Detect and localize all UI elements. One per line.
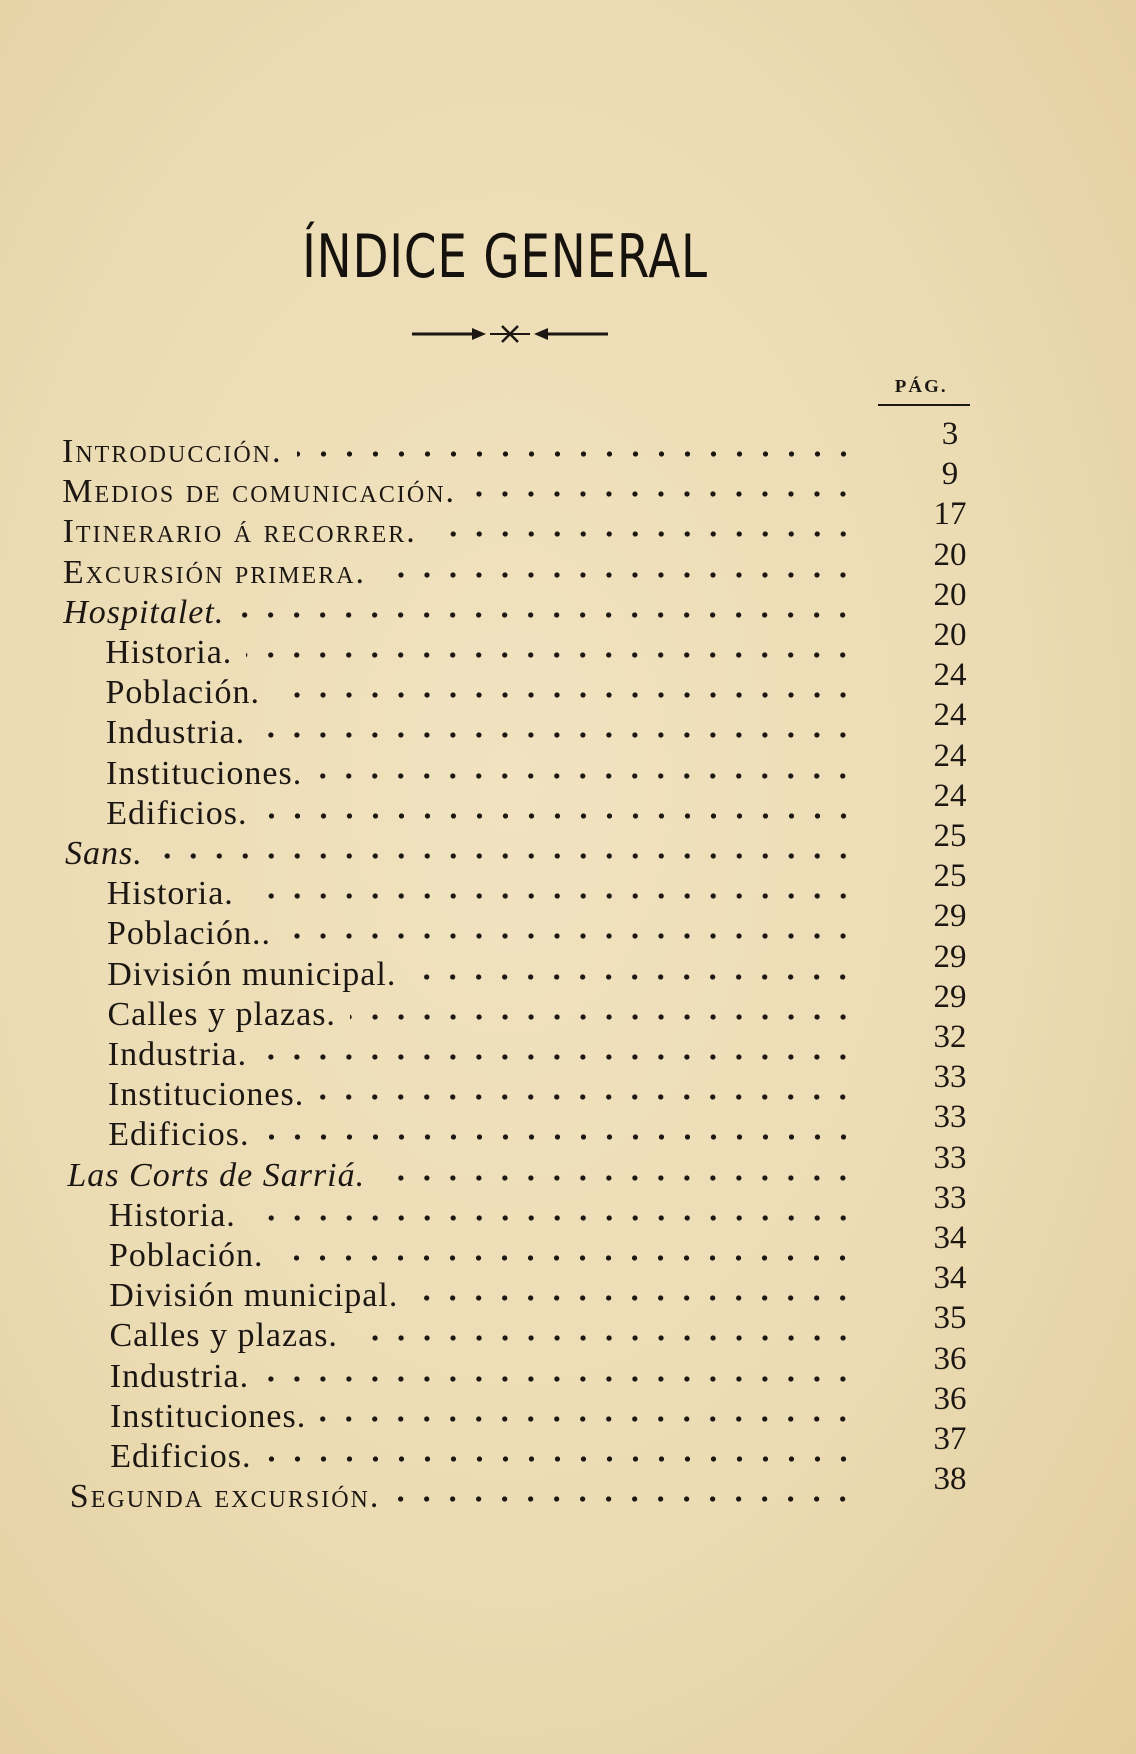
toc-entry-page: 20 xyxy=(933,536,967,573)
toc-entry-label: Historia. xyxy=(108,1196,236,1234)
dot-leader xyxy=(318,1087,856,1107)
toc-entry-page: 29 xyxy=(933,898,967,935)
toc-entry-label: Instituciones. xyxy=(106,754,303,792)
dot-leader xyxy=(266,1449,856,1469)
toc-entry-label: Itinerario á recorrer. xyxy=(62,513,417,551)
toc-entry-page: 25 xyxy=(933,818,967,854)
toc-entry-page: 3 xyxy=(941,416,959,452)
toc-entry-label: Excursión primera. xyxy=(62,553,367,591)
dot-leader xyxy=(379,1168,856,1188)
toc-entry-label: División municipal. xyxy=(109,1277,399,1315)
toc-entry-page: 20 xyxy=(933,576,967,613)
dot-leader xyxy=(320,1409,856,1429)
toc-entry-page: 32 xyxy=(933,1019,967,1055)
toc-entry-page: 20 xyxy=(933,617,967,653)
toc-entry-label: Industria. xyxy=(109,1357,250,1395)
dot-leader xyxy=(277,1248,856,1268)
toc-entry-label: Historia. xyxy=(105,634,233,671)
toc-entry-page: 33 xyxy=(933,1099,967,1136)
dot-leader xyxy=(410,967,856,987)
toc-entry-page: 33 xyxy=(933,1139,967,1176)
toc-entry-page: 24 xyxy=(933,777,967,814)
toc-entry-page: 24 xyxy=(933,737,967,774)
toc-entry-label: Industria. xyxy=(105,714,246,752)
toc-entry-page: 24 xyxy=(933,697,967,734)
toc-entry-label: Instituciones. xyxy=(108,1076,305,1114)
toc-entry-label: Calles y plazas. xyxy=(107,995,336,1033)
dot-leader xyxy=(285,926,856,946)
toc-entry-page: 29 xyxy=(933,938,967,975)
toc-entry-page: 35 xyxy=(933,1300,967,1337)
toc-entry-label: Calles y plazas. xyxy=(109,1317,338,1355)
dot-leader xyxy=(431,524,856,544)
page-title: ÍNDICE GENERAL xyxy=(302,222,708,292)
toc-entry-page: 37 xyxy=(933,1421,967,1457)
dot-leader xyxy=(262,806,856,826)
toc-entry-page: 33 xyxy=(933,1059,967,1096)
dot-leader xyxy=(263,1369,856,1389)
dot-leader xyxy=(157,846,856,866)
dot-leader xyxy=(274,685,856,705)
dot-leader xyxy=(264,1127,856,1147)
toc-entry-page: 36 xyxy=(933,1340,967,1377)
ornament-divider-icon xyxy=(410,322,610,346)
dot-leader xyxy=(380,565,856,585)
toc-entry-label: Introducción. xyxy=(62,433,283,470)
dot-leader xyxy=(470,484,856,504)
toc-entry-label: Instituciones. xyxy=(110,1397,307,1435)
dot-leader xyxy=(238,605,856,625)
dot-leader xyxy=(261,1047,856,1067)
toc-entry-label: Edificios. xyxy=(110,1438,252,1475)
page-column-header: PÁG. xyxy=(894,376,948,396)
dot-leader xyxy=(352,1328,856,1348)
toc-entry-page: 24 xyxy=(933,657,967,694)
toc-entry-page: 17 xyxy=(933,496,967,533)
toc-entry-page: 9 xyxy=(941,456,959,493)
toc-entry-label: Población.. xyxy=(107,915,271,953)
toc-entry-page: 34 xyxy=(933,1260,967,1297)
toc-entry-page: 29 xyxy=(933,978,967,1015)
dot-leader xyxy=(250,1208,856,1228)
toc-entry-label: Segunda excursión. xyxy=(69,1478,381,1516)
toc-entry-page: 33 xyxy=(933,1179,967,1216)
dot-leader xyxy=(394,1489,856,1509)
toc-entry-page: 38 xyxy=(933,1461,967,1498)
page-column-rule xyxy=(878,404,970,406)
toc-entry-label: Las Corts de Sarriá. xyxy=(67,1156,366,1194)
dot-leader xyxy=(259,725,856,745)
toc-row xyxy=(0,1461,1136,1517)
toc-entry-label: Industria. xyxy=(107,1036,248,1073)
toc-entry-label: Historia. xyxy=(106,875,234,913)
dot-leader xyxy=(412,1288,856,1308)
toc-entry-label: Medios de comunicación. xyxy=(62,473,457,511)
toc-entry-page: 34 xyxy=(933,1220,967,1256)
dot-leader xyxy=(297,444,857,464)
toc-entry-label: Población. xyxy=(109,1237,264,1274)
toc-entry-label: Sans. xyxy=(65,835,143,872)
toc-entry-label: Edificios. xyxy=(106,794,248,832)
dot-leader xyxy=(248,886,856,906)
toc-entry-label: Edificios. xyxy=(108,1116,250,1154)
toc-entry-label: División municipal. xyxy=(107,955,397,993)
toc-entry-page: 36 xyxy=(933,1380,967,1417)
dot-leader xyxy=(316,766,856,786)
dot-leader xyxy=(246,645,856,665)
toc-entry-label: Hospitalet. xyxy=(63,593,225,631)
toc-entry-label: Población. xyxy=(105,674,260,712)
dot-leader xyxy=(350,1007,856,1027)
toc-entry-page: 25 xyxy=(933,858,967,895)
